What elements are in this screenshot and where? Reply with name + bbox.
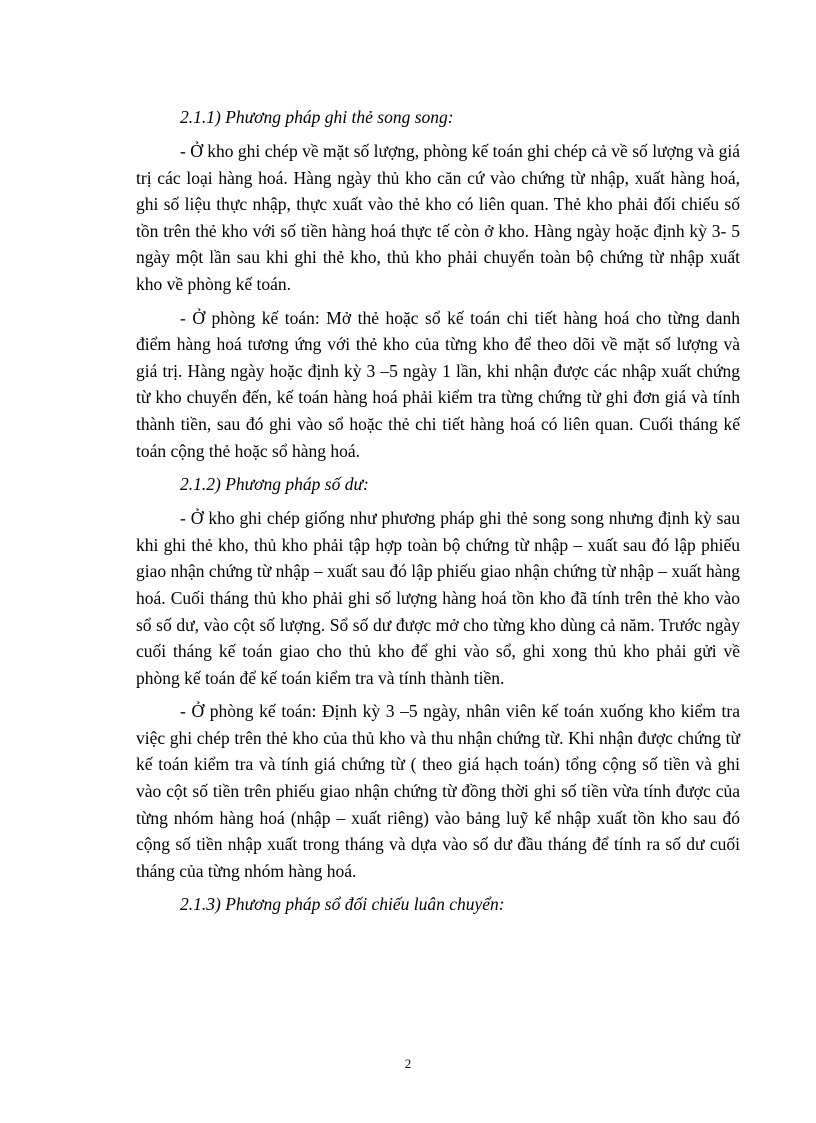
paragraph: - Ở kho ghi chép về mặt số lượng, phòng kế toán ghi chép cả về số lượng và giá trị các loại hàng hoá. Hàng ngày thủ kho căn cứ vào chứng từ nhập, xuất hàng hoá, ghi số liệu thực nhập, thực xuất vào thẻ kho có liên quan. Thẻ kho phải đối chiếu số tồn trên thẻ kho với số tiền hàng hoá thực tế còn ở kho. Hàng ngày hoặc định kỳ 3- 5 ngày một lần sau khi ghi thẻ kho, thủ kho phải chuyển toàn bộ chứng từ nhập xuất kho về phòng kế toán. bbox=[136, 141, 740, 294]
paragraph: - Ở phòng kế toán: Mở thẻ hoặc sổ kế toán chi tiết hàng hoá cho từng danh điểm hàng hoá tương ứng với thẻ kho của từng kho để theo dõi về mặt số lượng và giá trị. Hàng ngày hoặc định kỳ 3 –5 ngày 1 lần, khi nhận được các nhập xuất chứng từ kho chuyển đến, kế toán hàng hoá phải kiểm tra từng chứng từ ghi đơn giá và tính thành tiền, sau đó ghi vào sổ hoặc thẻ chi tiết hàng hoá có liên quan. Cuối tháng kế toán cộng thẻ hoặc sổ hàng hoá. bbox=[136, 307, 740, 461]
paragraph: - Ở phòng kế toán: Định kỳ 3 –5 ngày, nhân viên kế toán xuống kho kiểm tra việc ghi chép trên thẻ kho của thủ kho và thu nhận chứng từ. Khi nhận được chứng từ kế toán kiểm tra và tính giá chứng từ ( theo giá hạch toán) tổng cộng số tiền và ghi vào cột số tiền trên phiếu giao nhận chứng từ đồng thời ghi số tiền vừa tính được của từng nhóm hàng hoá (nhập – xuất riêng) vào bảng luỹ kế nhập xuất tồn kho sau đó cộng số tiền nhập xuất trong tháng và dựa vào số dư đầu tháng để tính ra số dư cuối tháng của từng nhóm hàng hoá. bbox=[136, 701, 740, 881]
section-heading-2-1-2: 2.1.2) Phương pháp số dư: bbox=[180, 474, 369, 495]
page-number: 2 bbox=[404, 1056, 412, 1071]
paragraph: - Ở kho ghi chép giống như phương pháp ghi thẻ song song nhưng định kỳ sau khi ghi thẻ kho, thủ kho phải tập hợp toàn bộ chứng từ nhập – xuất sau đó lập phiếu giao nhận chứng từ nhập – xuất sau đó lập phiếu giao nhận chứng từ nhập – xuất hàng hoá. Cuối tháng thủ kho phải ghi số lượng hàng hoá tồn kho đã tính trên thẻ kho vào sổ số dư, vào cột số lượng. Sổ số dư được mở cho từng kho dùng cả năm. Trước ngày cuối tháng kế toán giao cho thủ kho để ghi vào sổ, ghi xong thủ kho phải gửi về phòng kế toán để kế toán kiểm tra và tính thành tiền. bbox=[136, 508, 740, 688]
page-body bbox=[136, 104, 740, 925]
section-heading-2-1-3: 2.1.3) Phương pháp sổ đối chiếu luân chuyển: bbox=[180, 894, 505, 915]
section-heading-2-1-1: 2.1.1) Phương pháp ghi thẻ song song: bbox=[180, 107, 454, 127]
